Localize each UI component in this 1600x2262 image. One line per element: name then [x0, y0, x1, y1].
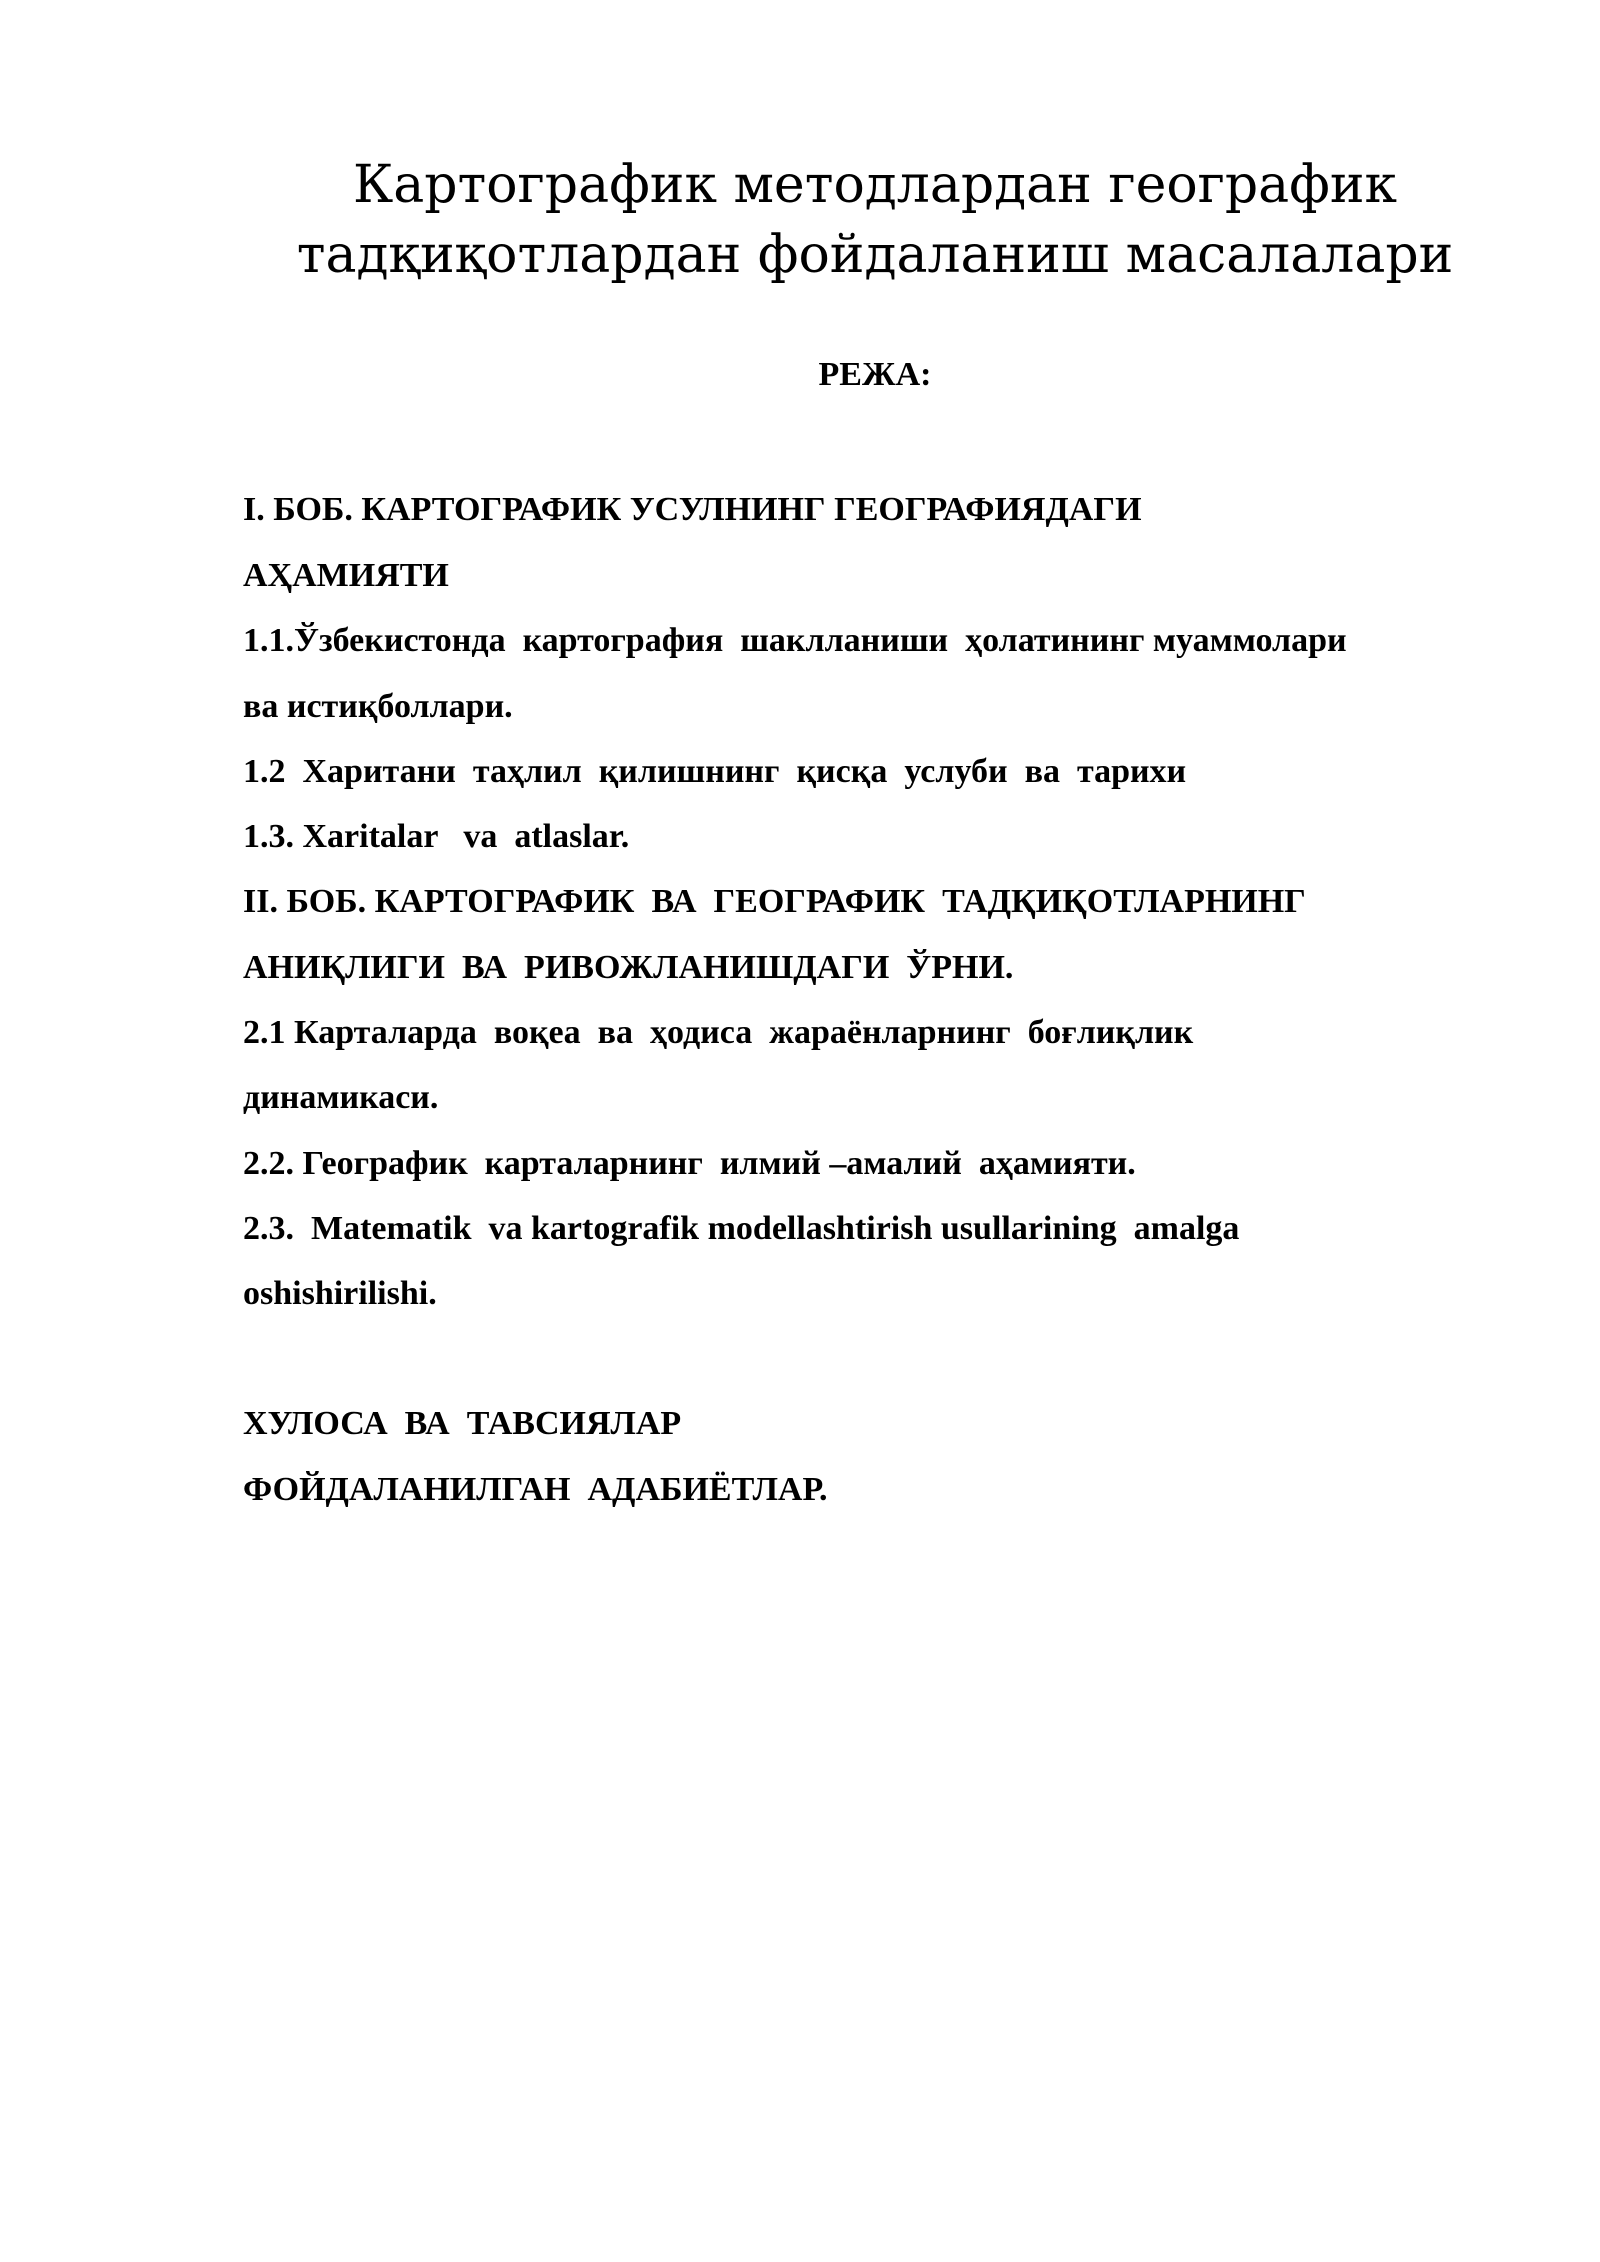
plan-heading: РЕЖА:	[818, 356, 932, 393]
toc-item-1-3: 1.3. Xaritalar va atlaslar.	[243, 818, 630, 855]
toc-chapter-2-line-2: АНИҚЛИГИ ВА РИВОЖЛАНИШДАГИ ЎРНИ.	[243, 949, 1014, 986]
toc-chapter-2-line-1: II. БОБ. КАРТОГРАФИК ВА ГЕОГРАФИК ТАДҚИҚОТЛАРНИНГ	[243, 883, 1306, 920]
toc-item-2-1-line-1: 2.1 Карталарда воқеа ва ҳодиса жараёнларнинг боғлиқлик	[243, 1014, 1194, 1051]
toc-item-2-3-line-1: 2.3. Matematik va kartografik modellashtirish usullarining amalga	[243, 1210, 1240, 1247]
toc-item-2-2: 2.2. Географик карталарнинг илмий –амалий аҳамияти.	[243, 1145, 1136, 1182]
toc-item-2-1-line-2: динамикаси.	[243, 1079, 439, 1116]
title-line-2: тадқиқотлардан фойдаланиш масалалари	[296, 225, 1454, 285]
toc-chapter-1-line-2: АҲАМИЯТИ	[243, 557, 449, 594]
toc-conclusion: ХУЛОСА ВА ТАВСИЯЛАР	[243, 1405, 682, 1442]
document-title	[250, 150, 1500, 290]
toc-item-2-3-line-2: oshishirilishi.	[243, 1275, 437, 1312]
toc-chapter-1-line-1: I. БОБ. КАРТОГРАФИК УСУЛНИНГ ГЕОГРАФИЯДАГИ	[243, 491, 1142, 528]
toc-references: ФОЙДАЛАНИЛГАН АДАБИЁТЛАР.	[243, 1471, 828, 1508]
toc-item-1-2: 1.2 Харитани таҳлил қилишнинг қисқа услуби ва тарихи	[243, 753, 1187, 790]
toc-item-1-1-line-2: ва истиқболлари.	[243, 688, 513, 725]
toc-item-1-1-line-1: 1.1.Ўзбекистонда картография шаклланиши ҳолатининг муаммолари	[243, 622, 1347, 659]
title-line-1: Картографик методлардан географик	[352, 155, 1398, 215]
